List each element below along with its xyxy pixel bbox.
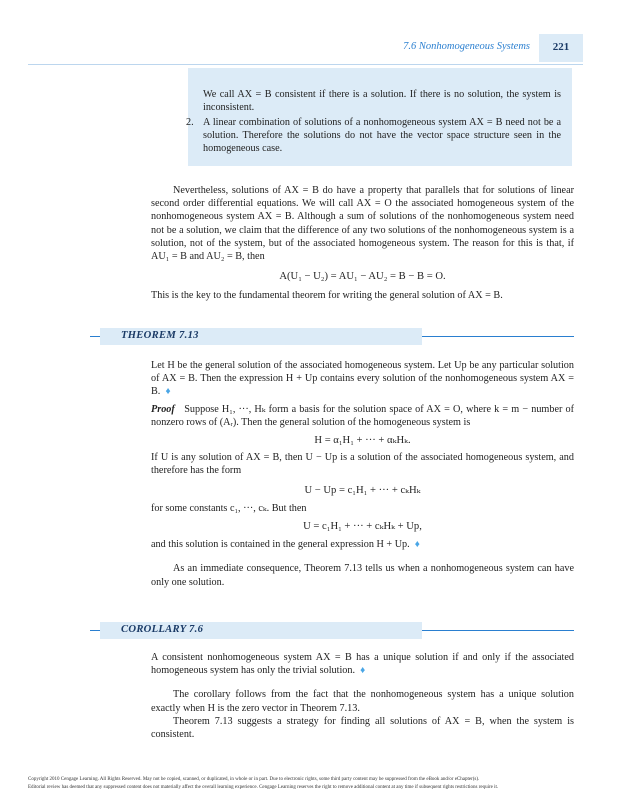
intro-block bbox=[151, 184, 574, 303]
corollary-block bbox=[151, 651, 574, 741]
note-item2-number: 2. bbox=[186, 117, 194, 128]
proof-line4-text: and this solution is contained in the general expression H + Up. bbox=[151, 539, 410, 551]
theorem-rule-right bbox=[422, 336, 574, 337]
theorem-after: As an immediate consequence, Theorem 7.13 tells us when a nonhomogeneous system can have only one solution. bbox=[151, 563, 574, 588]
corollary-label: COROLLARY 7.6 bbox=[121, 624, 204, 635]
intro-equation: A(U₁ − U₂) = AU₁ − AU₂ = B − B = O. bbox=[279, 271, 446, 283]
intro-paragraph: Nevertheless, solutions of AX = B do have a property that parallels that for solutions of linear second order differential equations. We will call AX = O the associated homogeneous system of the nonhomogeneous system AX = B. Although a sum of solutions of the nonhomogeneous system need not be a solution, we claim that the difference of any two solutions of the nonhomogeneous system is a solution, not of the system, but of the associated homogeneous system. The reason for this is that, if AU₁ = B and AU₂ = B, then bbox=[151, 185, 574, 263]
proof-label: Proof bbox=[151, 403, 175, 415]
running-head: 7.6 Nonhomogeneous Systems bbox=[403, 41, 530, 52]
corollary-para1: The corollary follows from the fact that the nonhomogeneous system has a unique solution exactly when H is the zero vector in Theorem 7.13. bbox=[151, 689, 574, 714]
footer-line1: Copyright 2010 Cengage Learning. All Rights Reserved. May not be copied, scanned, or duplicated, in whole or in part. Due to electronic rights, some third party content may be suppressed from the eBook and/or eChapter(s). bbox=[28, 777, 480, 782]
proof-eq2: U − Up = c₁H₁ + ··· + cₖHₖ bbox=[304, 484, 421, 496]
theorem-block bbox=[151, 359, 574, 589]
theorem-label: THEOREM 7.13 bbox=[121, 330, 199, 341]
theorem-statement bbox=[151, 359, 574, 399]
corollary-para2: Theorem 7.13 suggests a strategy for finding all solutions of AX = B, when the system is consistent. bbox=[151, 715, 574, 741]
end-mark-icon: ♦ bbox=[165, 386, 171, 398]
note-consistent-text: We call AX = B consistent if there is a solution. If there is no solution, the system is inconsistent. bbox=[203, 89, 561, 114]
intro-closing: This is the key to the fundamental theorem for writing the general solution of AX = B. bbox=[151, 290, 503, 302]
footer-line2: Editorial review has deemed that any suppressed content does not materially affect the overall learning experience. Cengage Learning reserves the right to remove additional content at any time if subsequent rights restrictions require it. bbox=[28, 785, 499, 790]
proof-line4 bbox=[151, 538, 574, 551]
theorem-statement-text: Let H be the general solution of the associated homogeneous system. Let Up be any particular solution of AX = B. Then the expression H + Up contains every solution of the nonhomogeneous system AX = B. bbox=[151, 360, 574, 398]
proof-line1 bbox=[151, 403, 574, 429]
note-item2-text: A linear combination of solutions of a nonhomogeneous system AX = B need not be a solution. Therefore the solutions do not have the vector space structure seen in the homogeneous case. bbox=[203, 117, 561, 155]
corollary-statement-text: A consistent nonhomogeneous system AX = B has a unique solution if and only if the associated homogeneous system has only the trivial solution. bbox=[151, 652, 574, 677]
corollary-statement bbox=[151, 651, 574, 677]
proof-eq1: H = α₁H₁ + ··· + αₖHₖ. bbox=[314, 435, 411, 447]
end-mark-icon: ♦ bbox=[360, 665, 366, 677]
proof-line3: for some constants c₁, ···, cₖ. But then bbox=[151, 502, 307, 514]
end-mark-icon: ♦ bbox=[414, 539, 420, 551]
proof-line1-text: Suppose H₁, ···, Hₖ form a basis for the solution space of AX = O, where k = m − number of nonzero rows of (Aᵣ). Then the general solution of the homogeneous system is bbox=[151, 403, 574, 428]
note-line1 bbox=[203, 88, 561, 114]
header-rule bbox=[28, 64, 583, 65]
page-number: 221 bbox=[552, 41, 570, 53]
proof-eq3: U = c₁H₁ + ··· + cₖHₖ + Up, bbox=[303, 521, 422, 533]
proof-line2: If U is any solution of AX = B, then U − Up is a solution of the associated homogeneous system, and therefore has the form bbox=[151, 452, 574, 477]
corollary-rule-right bbox=[422, 630, 574, 631]
